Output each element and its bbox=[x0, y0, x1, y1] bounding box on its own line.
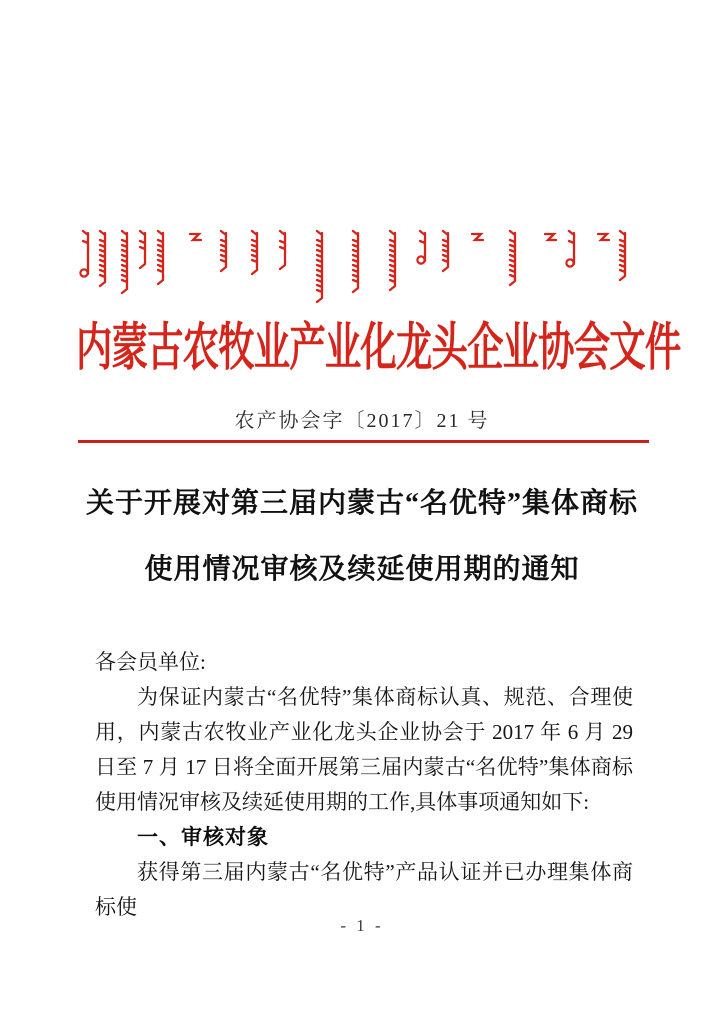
section-heading-1: 一、审核对象 bbox=[137, 826, 269, 849]
document-title bbox=[47, 486, 677, 588]
masthead-divider-rule bbox=[78, 440, 649, 443]
doc-number: 农产协会字〔2017〕21 号 bbox=[234, 410, 490, 432]
paragraph-1: 为保证内蒙古“名优特”集体商标认真、规范、合理使用，内蒙古农牧业产业化龙头企业协会于 2017 年 6 月 29 日至 7 月 17 日将全面开展第三届内蒙古“名优特”集体商标使用情况审核及续延使用期的工作,具体事项通知如下: bbox=[95, 685, 633, 814]
document-title-line2: 使用情况审核及续延使用期的通知 bbox=[144, 554, 580, 585]
masthead-org-title: 内蒙古农牧业产业化龙头企业协会文件 bbox=[76, 319, 681, 377]
document-title-line1: 关于开展对第三届内蒙古“名优特”集体商标 bbox=[85, 488, 638, 519]
paragraph-2: 获得第三届内蒙古“名优特”产品认证并已办理集体商标使 bbox=[95, 860, 633, 919]
mongolian-script-banner bbox=[0, 226, 724, 306]
salutation: 各会员单位: bbox=[95, 650, 206, 674]
page-number: - 1 - bbox=[340, 916, 384, 935]
document-body bbox=[95, 645, 633, 925]
